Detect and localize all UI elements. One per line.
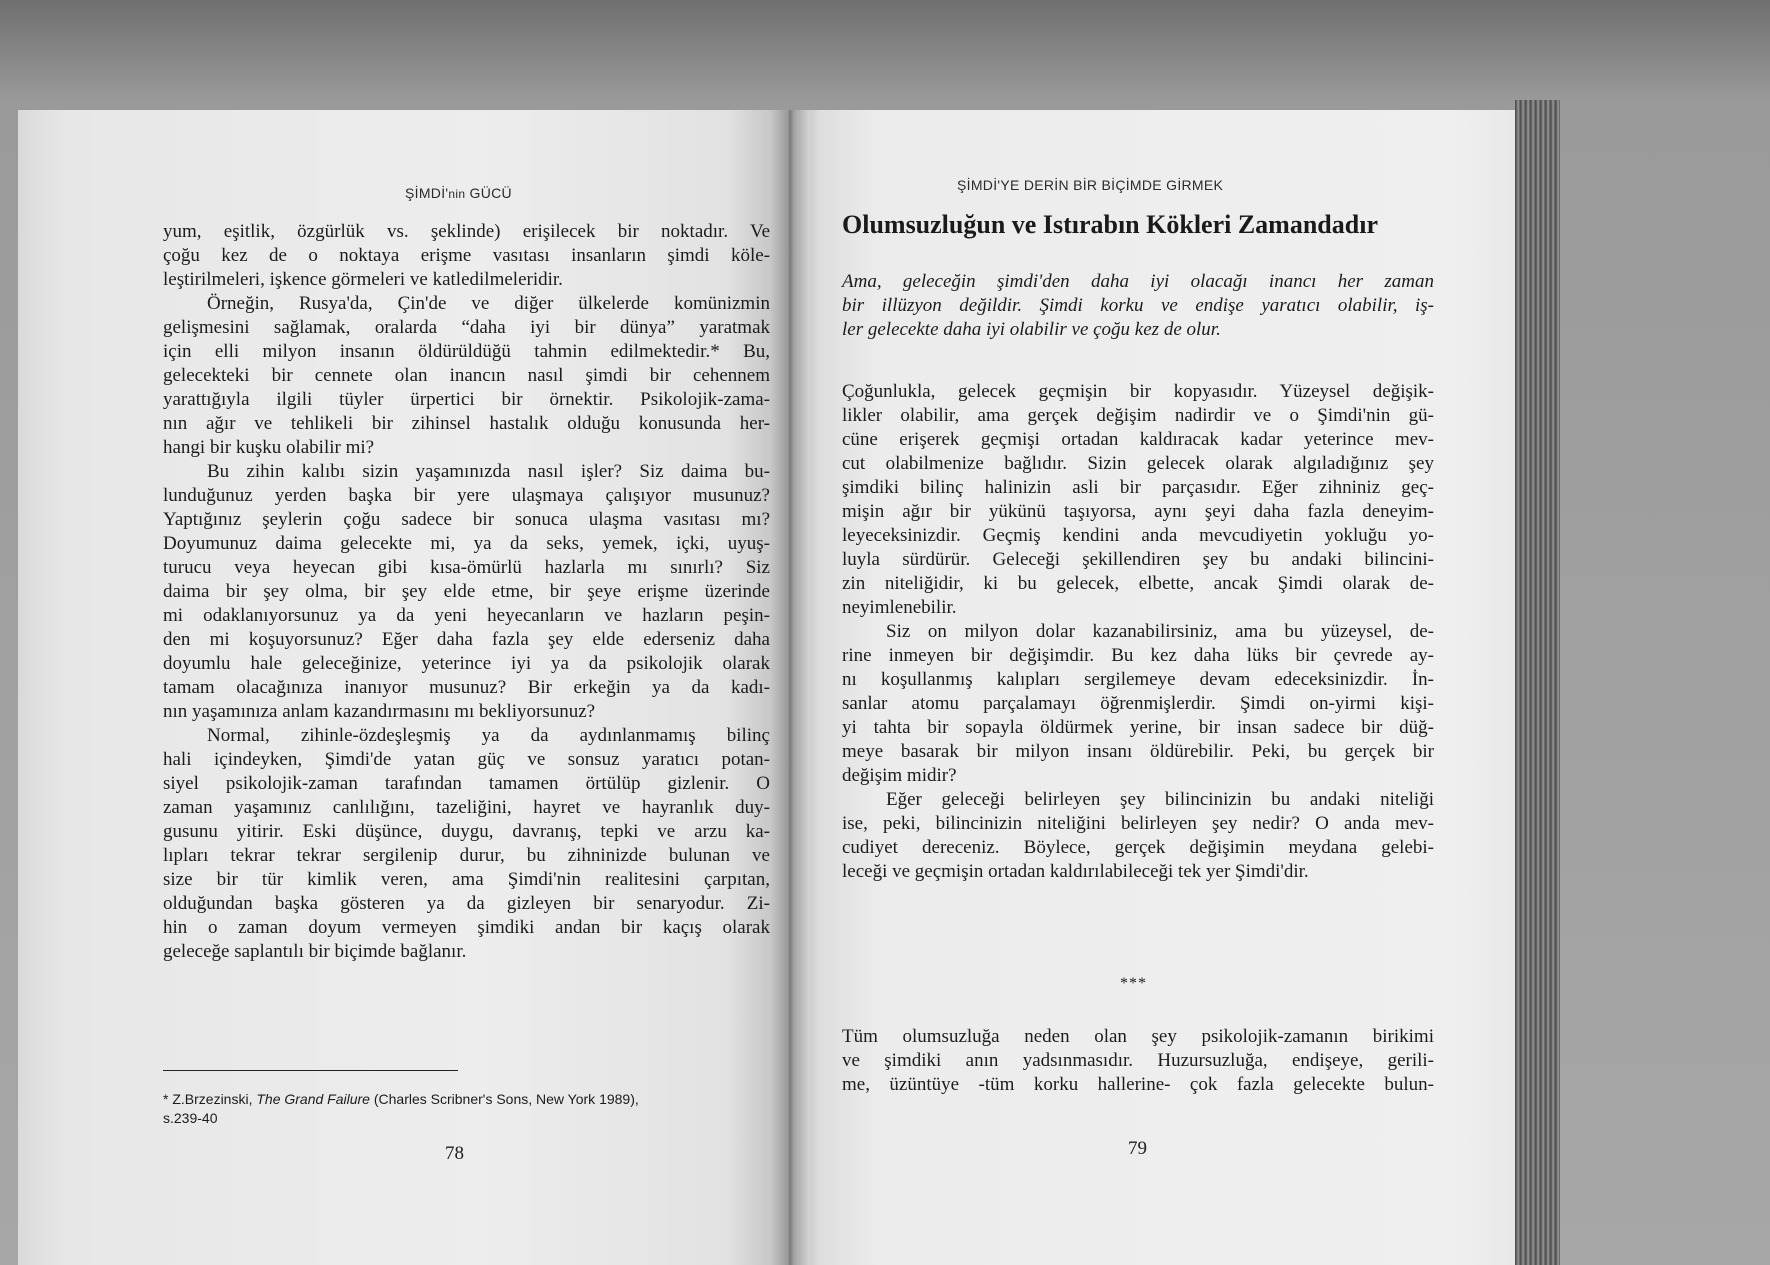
right-line: likler olabilir, ama gerçek değişim nadirdir ve o Şimdi'nin gü- [842, 405, 1434, 426]
right-running-head: ŞİMDİ'YE DERİN BİR BİÇİMDE GİRMEK [957, 177, 1224, 193]
left-line: gusunu yitirir. Eski düşünce, duygu, davranış, tepki ve arzu ka- [163, 821, 770, 842]
right-line-after: Tüm olumsuzluğa neden olan şey psikolojik-zamanın birikimi [842, 1026, 1434, 1047]
footnote-author: Z.Brzezinski, [172, 1091, 253, 1107]
left-line: size bir tür kimlik veren, ama Şimdi'nin realitesini çarpıtan, [163, 869, 770, 890]
left-line: Normal, zihinle-özdeşleşmiş ya da aydınlanmamış bilinç [207, 725, 770, 746]
left-line: lıpları tekrar tekrar sergilenip durur, bu zihninizde bulunan ve [163, 845, 770, 866]
left-line: doyumlu hale geleceğinize, yeterince iyi ya da psikolojik olarak [163, 653, 770, 674]
left-line: Yaptığınız şeylerin çoğu sadece bir sonuca ulaşma vasıtası mı? [163, 509, 770, 530]
left-line: gelecekteki bir cennete olan inancın nasıl şimdi bir cehennem [163, 365, 770, 386]
running-head-main: ŞİMDİ' [405, 185, 449, 201]
left-line: tamam olacağınıza inanıyor musunuz? Bir erkeğin ya da kadı- [163, 677, 770, 698]
right-line: mişin ağır bir yükünü taşıyorsa, aynı şeyi daha fazla deneyim- [842, 501, 1434, 522]
left-line: siyel psikolojik-zaman tarafından tamamen örtülüp gizlenir. O [163, 773, 770, 794]
left-line: Örneğin, Rusya'da, Çin'de ve diğer ülkelerde komünizmin [207, 293, 770, 314]
right-line: değişim midir? [842, 765, 957, 786]
left-line: gelişmesini sağlamak, oralarda “daha iyi bir dünya” yaratmak [163, 317, 770, 338]
section-separator: *** [1120, 975, 1147, 992]
right-line: şimdiki bilinç halinizin asli bir parçasıdır. Eğer zihniniz geç- [842, 477, 1434, 498]
left-line: için elli milyon insanın öldürüldüğü tahmin edilmektedir.* Bu, [163, 341, 770, 362]
section-title: Olumsuzluğun ve Istırabın Kökleri Zamandadır [842, 210, 1378, 239]
left-running-head [405, 185, 512, 201]
right-body-text [842, 380, 1434, 884]
left-line: nın yaşamınıza anlam kazandırmasını mı bekliyorsunuz? [163, 701, 596, 722]
left-line: hali içindeyken, Şimdi'de yatan güç ve sonsuz yaratıcı potan- [163, 749, 770, 770]
right-body-text-after [842, 1025, 1434, 1097]
left-line: Doyumunuz daima gelecekte mi, ya da seks, yemek, içki, uyuş- [163, 533, 770, 554]
right-line: nı koşullanmış kalıpları sergilemeye devam edeceksinizdir. İn- [842, 669, 1434, 690]
left-line: yarattığıyla ilgili tüyler ürpertici bir örnektir. Psikolojik-zama- [163, 389, 770, 410]
footnote [163, 1090, 639, 1128]
left-line: zaman yaşamınız canlılığını, tazeliğini, hayret ve hayranlık duy- [163, 797, 770, 818]
left-line: nın ağır ve tehlikeli bir zihinsel hastalık olduğu konusunda her- [163, 413, 770, 434]
right-line: Çoğunlukla, gelecek geçmişin bir kopyasıdır. Yüzeysel değişik- [842, 381, 1434, 402]
right-line: Siz on milyon dolar kazanabilirsiniz, ama bu yüzeysel, de- [886, 621, 1434, 642]
right-line: cut olabilmenize bağlıdır. Sizin gelecek olarak algıladığınız şey [842, 453, 1434, 474]
right-line: yi tahta bir sopayla öldürmek yerine, bir insan sadece bir düğ- [842, 717, 1434, 738]
right-line-after: me, üzüntüye -tüm korku hallerine- çok fazla gelecekte bulun- [842, 1074, 1434, 1095]
footnote-marker: * [163, 1091, 169, 1107]
right-line: leceği ve geçmişin ortadan kaldırılabileceği tek yer Şimdi'dir. [842, 861, 1309, 882]
right-page-number: 79 [1128, 1138, 1147, 1159]
right-line: ise, peki, bilincinizin niteliğini belirleyen şey nedir? O anda mev- [842, 813, 1434, 834]
left-line: lunduğunuz yerden başka bir yere ulaşmaya çalışıyor musunuz? [163, 485, 770, 506]
right-line: cüne erişerek geçmişi ortadan kaldıracak kadar yeterince mev- [842, 429, 1434, 450]
left-line: yum, eşitlik, özgürlük vs. şeklinde) erişilecek bir noktadır. Ve [163, 221, 770, 242]
running-head-end: GÜCÜ [469, 185, 512, 201]
left-line: hangi bir kuşku olabilir mi? [163, 437, 375, 458]
right-line: cudiyet dereceniz. Böylece, gerçek değişimin meydana gelebi- [842, 837, 1434, 858]
left-line: hin o zaman doyum vermeyen şimdiki andan bir kaçış olarak [163, 917, 770, 938]
right-line: meye basarak bir milyon insanı öldürebilir. Peki, bu gerçek bir [842, 741, 1434, 762]
intro-text [842, 270, 1434, 342]
book-gutter [770, 110, 810, 1265]
left-body-text [163, 220, 770, 964]
left-line: mi odaklanıyorsunuz ya da yeni heyecanların ve hazların peşin- [163, 605, 770, 626]
intro-line: bir illüzyon değildir. Şimdi korku ve endişe yaratıcı olabilir, iş- [842, 295, 1434, 316]
right-line: sanlar atomu parçalamayı öğrenmişlerdir. Şimdi on-yirmi kişi- [842, 693, 1434, 714]
left-line: Bu zihin kalıbı sizin yaşamınızda nasıl işler? Siz daima bu- [207, 461, 770, 482]
right-line: Eğer geleceği belirleyen şey bilincinizin bu andaki niteliği [886, 789, 1434, 810]
left-page-number: 78 [445, 1143, 464, 1164]
left-line: daima bir şey olma, bir şey elde etme, bir şeye erişme üzerinde [163, 581, 770, 602]
left-line: den mi koşuyorsunuz? Eğer daha fazla şey elde ederseniz daha [163, 629, 770, 650]
left-line: çoğu kez de o noktaya erişme vasıtası insanların şimdi köle- [163, 245, 770, 266]
right-line: zin niteliğidir, ki bu gelecek, elbette, ancak Şimdi olarak de- [842, 573, 1434, 594]
footnote-title: The Grand Failure [256, 1091, 370, 1107]
left-line: turucu veya heyecan gibi kısa-ömürlü hazlarla mı sınırlı? Siz [163, 557, 770, 578]
left-line: olduğundan başka gösteren ya da gizleyen bir senaryodur. Zi- [163, 893, 770, 914]
page-edges [1515, 100, 1560, 1265]
footnote-rule [163, 1070, 458, 1071]
right-line: rine inmeyen bir değişimdir. Bu kez daha lüks bir çevrede ay- [842, 645, 1434, 666]
intro-line: Ama, geleceğin şimdi'den daha iyi olacağı inancı her zaman [842, 271, 1434, 292]
running-head-suffix: nin [448, 187, 466, 201]
right-line: neyimlenebilir. [842, 597, 957, 618]
left-line: leştirilmeleri, işkence görmeleri ve katledilmeleridir. [163, 269, 563, 290]
right-line: luyla sürdürür. Geleceği şekillendiren şey bu andaki bilincini- [842, 549, 1434, 570]
right-line-after: ve şimdiki anın yadsınmasıdır. Huzursuzluğa, endişeye, gerili- [842, 1050, 1434, 1071]
intro-line: ler gelecekte daha iyi olabilir ve çoğu kez de olur. [842, 319, 1221, 340]
left-line: geleceğe saplantılı bir biçimde bağlanır. [163, 941, 467, 962]
footnote-pages: s.239-40 [163, 1110, 218, 1126]
right-line: leyeceksinizdir. Geçmiş kendini anda mevcudiyetin yokluğu yo- [842, 525, 1434, 546]
footnote-publisher: (Charles Scribner's Sons, New York 1989), [373, 1091, 639, 1107]
